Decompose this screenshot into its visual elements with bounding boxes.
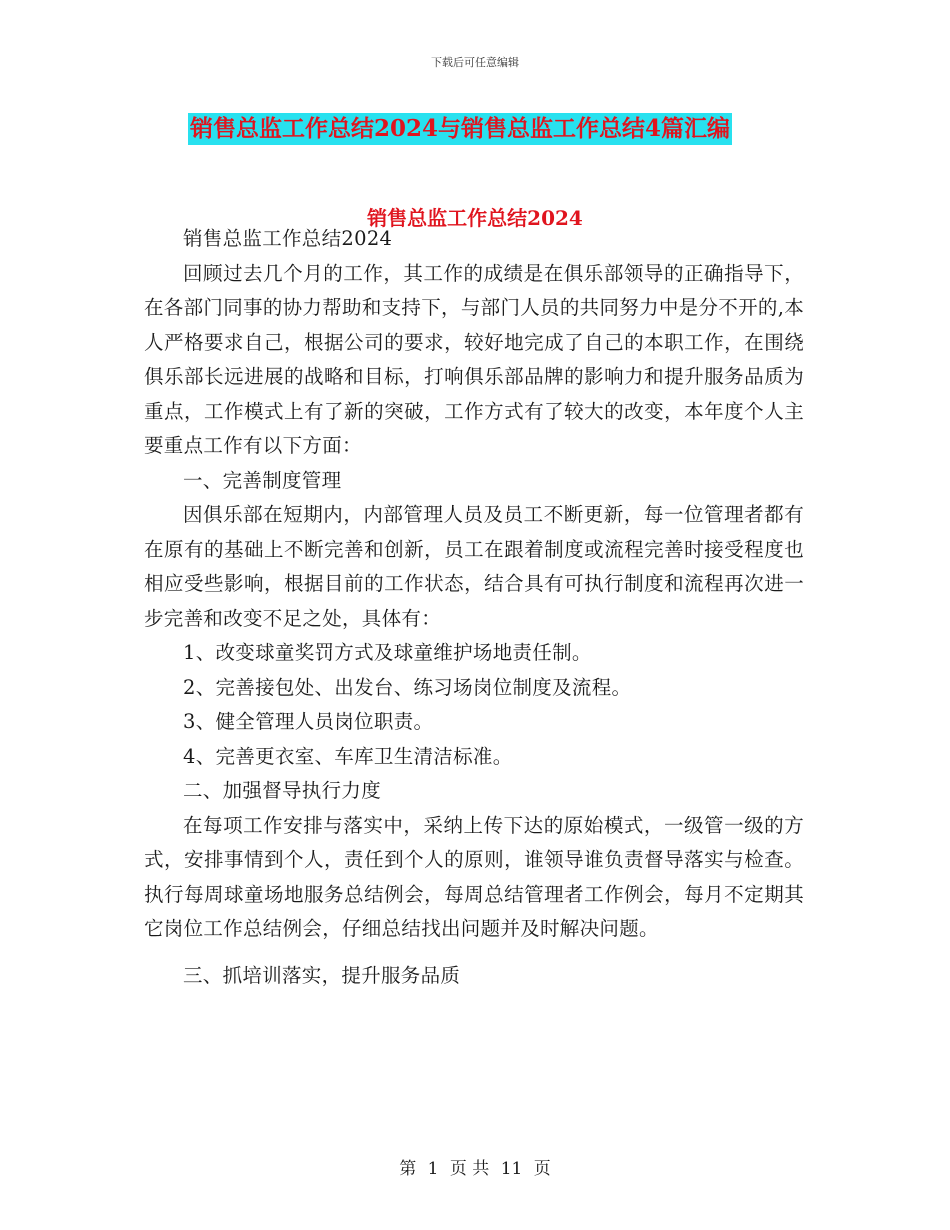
list-item: 3、健全管理人员岗位职责。: [183, 710, 434, 733]
paragraph: 三、抓培训落实，提升服务品质: [183, 963, 461, 987]
section-title: 销售总监工作总结2024: [367, 206, 583, 230]
paragraph: 一、完善制度管理: [183, 468, 342, 492]
paragraph: 在每项工作安排与落实中，采纳上传下达的原始模式，一级管一级的方式，安排事情到个人，责任到个人的原则，谁领导谁负责督导落实与检查。执行每周球童场地服务总结例会，每周总结管理者工作例会，每月不定期其它岗位工作总结例会，仔细总结找出问题并及时解决问题。: [144, 813, 804, 940]
page-number: 1: [427, 1159, 439, 1179]
list-item: 1、改变球童奖罚方式及球童维护场地责任制。: [183, 641, 592, 664]
paragraph: 销售总监工作总结2024: [183, 227, 393, 250]
page-footer: [0, 1154, 950, 1179]
document-body: [144, 222, 804, 993]
header-note: 下载后可任意编辑: [431, 56, 519, 69]
document-title: 销售总监工作总结2024与销售总监工作总结4篇汇编: [188, 113, 732, 145]
list-item: 2、完善接包处、出发台、练习场岗位制度及流程。: [183, 675, 632, 699]
paragraph: 因俱乐部在短期内，内部管理人员及员工不断更新，每一位管理者都有在原有的基础上不断完善和创新，员工在跟着制度或流程完善时接受程度也相应受些影响，根据目前的工作状态，结合具有可执行制度和流程再次进一步完善和改变不足之处，具体有：: [144, 503, 804, 630]
list-item: 4、完善更衣室、车库卫生清洁标准。: [183, 744, 513, 768]
footer-mid: 页 共: [449, 1159, 490, 1179]
total-pages: 11: [500, 1159, 523, 1179]
paragraph: 回顾过去几个月的工作，其工作的成绩是在俱乐部领导的正确指导下，在各部门同事的协力帮助和支持下，与部门人员的共同努力中是分不开的,本人严格要求自己，根据公司的要求，较好地完成了自己的本职工作，在围绕俱乐部长远进展的战略和目标，打响俱乐部品牌的影响力和提升服务品质为重点，工作模式上有了新的突破，工作方式有了较大的改变，本年度个人主要重点工作有以下方面：: [144, 261, 804, 457]
paragraph: 二、加强督导执行力度: [183, 779, 382, 802]
footer-suffix: 页: [533, 1159, 551, 1179]
footer-prefix: 第: [399, 1159, 417, 1179]
